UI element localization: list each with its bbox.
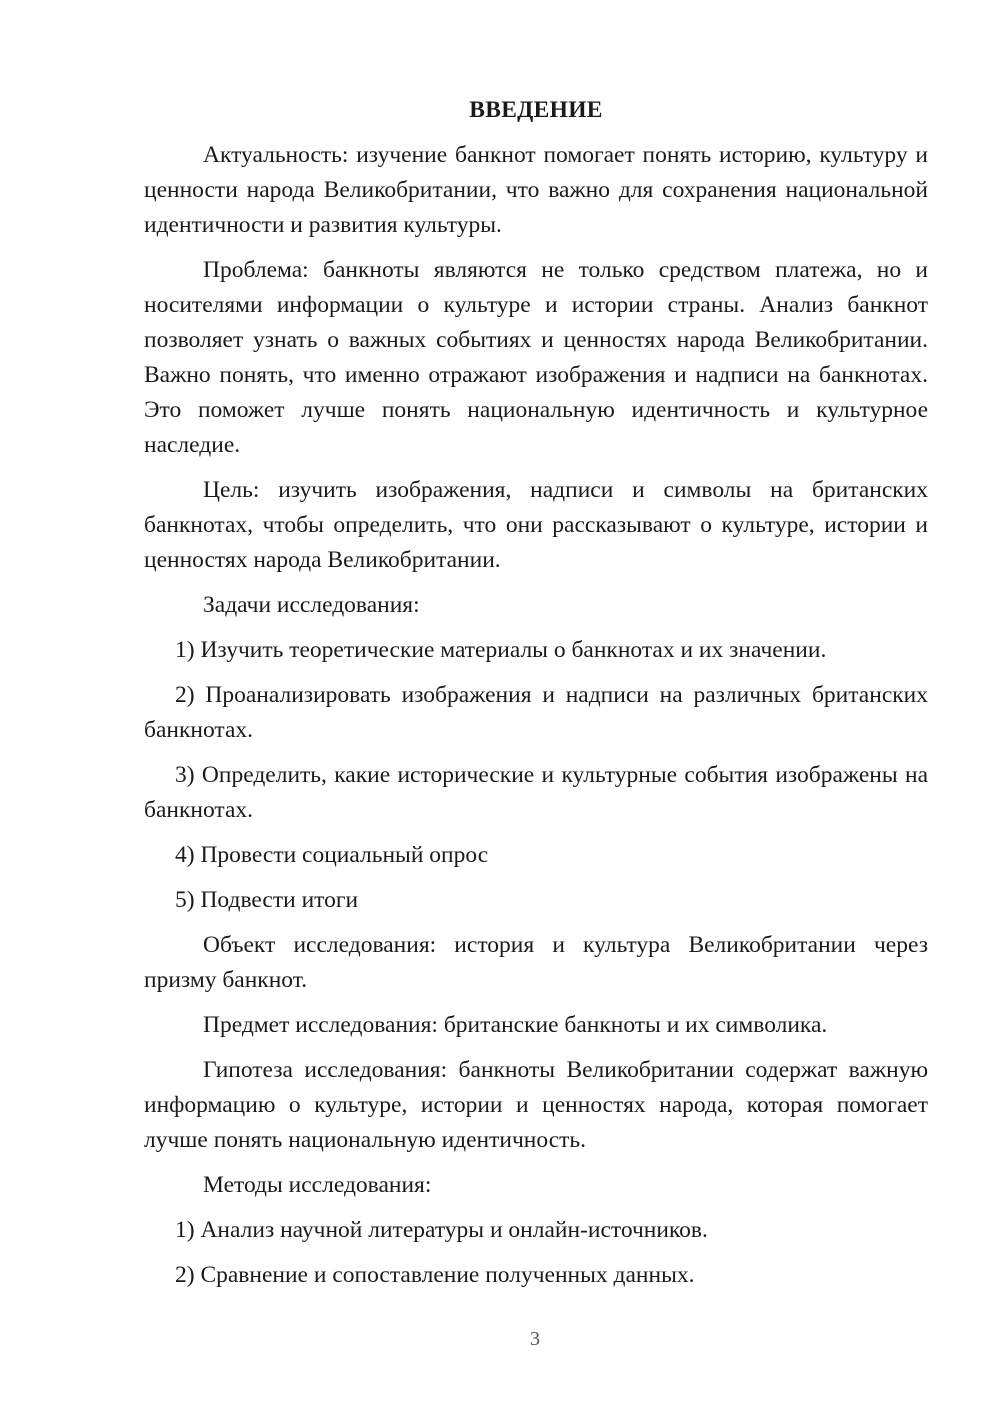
section-title: ВВЕДЕНИЕ bbox=[469, 97, 603, 123]
page-content bbox=[144, 93, 928, 1293]
paragraph-problem: Проблема: банкноты являются не только средством платежа, но и носителями информации о культуре и истории страны. Анализ банкнот позволяет узнать о важных событиях и ценностях народа Великобритании. Важно понять, что именно отражают изображения и надписи на банкнотах. Это поможет лучше понять национальную идентичность и культурное наследие. bbox=[144, 257, 928, 458]
method-item-2: 2) Сравнение и сопоставление полученных данных. bbox=[175, 1262, 695, 1288]
paragraph-goal: Цель: изучить изображения, надписи и символы на британских банкнотах, чтобы определить, что они рассказывают о культуре, истории и ценностях народа Великобритании. bbox=[144, 477, 928, 573]
task-item-4: 4) Провести социальный опрос bbox=[175, 842, 489, 868]
paragraph-object: Объект исследования: история и культура Великобритании через призму банкнот. bbox=[144, 932, 928, 993]
task-item-1: 1) Изучить теоретические материалы о банкнотах и их значении. bbox=[175, 637, 827, 663]
page-number: 3 bbox=[530, 1328, 540, 1350]
methods-heading: Методы исследования: bbox=[203, 1172, 432, 1198]
paragraph-hypothesis: Гипотеза исследования: банкноты Великобритании содержат важную информацию о культуре, истории и ценностях народа, которая помогает лучше понять национальную идентичность. bbox=[144, 1057, 928, 1153]
task-item-2: 2) Проанализировать изображения и надписи на различных британских банкнотах. bbox=[144, 682, 928, 743]
paragraph-subject: Предмет исследования: британские банкноты и их символика. bbox=[203, 1012, 828, 1038]
task-item-3: 3) Определить, какие исторические и культурные события изображены на банкнотах. bbox=[144, 762, 928, 823]
method-item-1: 1) Анализ научной литературы и онлайн-источников. bbox=[175, 1217, 708, 1243]
task-item-5: 5) Подвести итоги bbox=[175, 887, 359, 913]
tasks-heading: Задачи исследования: bbox=[203, 592, 420, 618]
paragraph-relevance: Актуальность: изучение банкнот помогает понять историю, культуру и ценности народа Великобритании, что важно для сохранения национальной идентичности и развития культуры. bbox=[144, 142, 928, 238]
